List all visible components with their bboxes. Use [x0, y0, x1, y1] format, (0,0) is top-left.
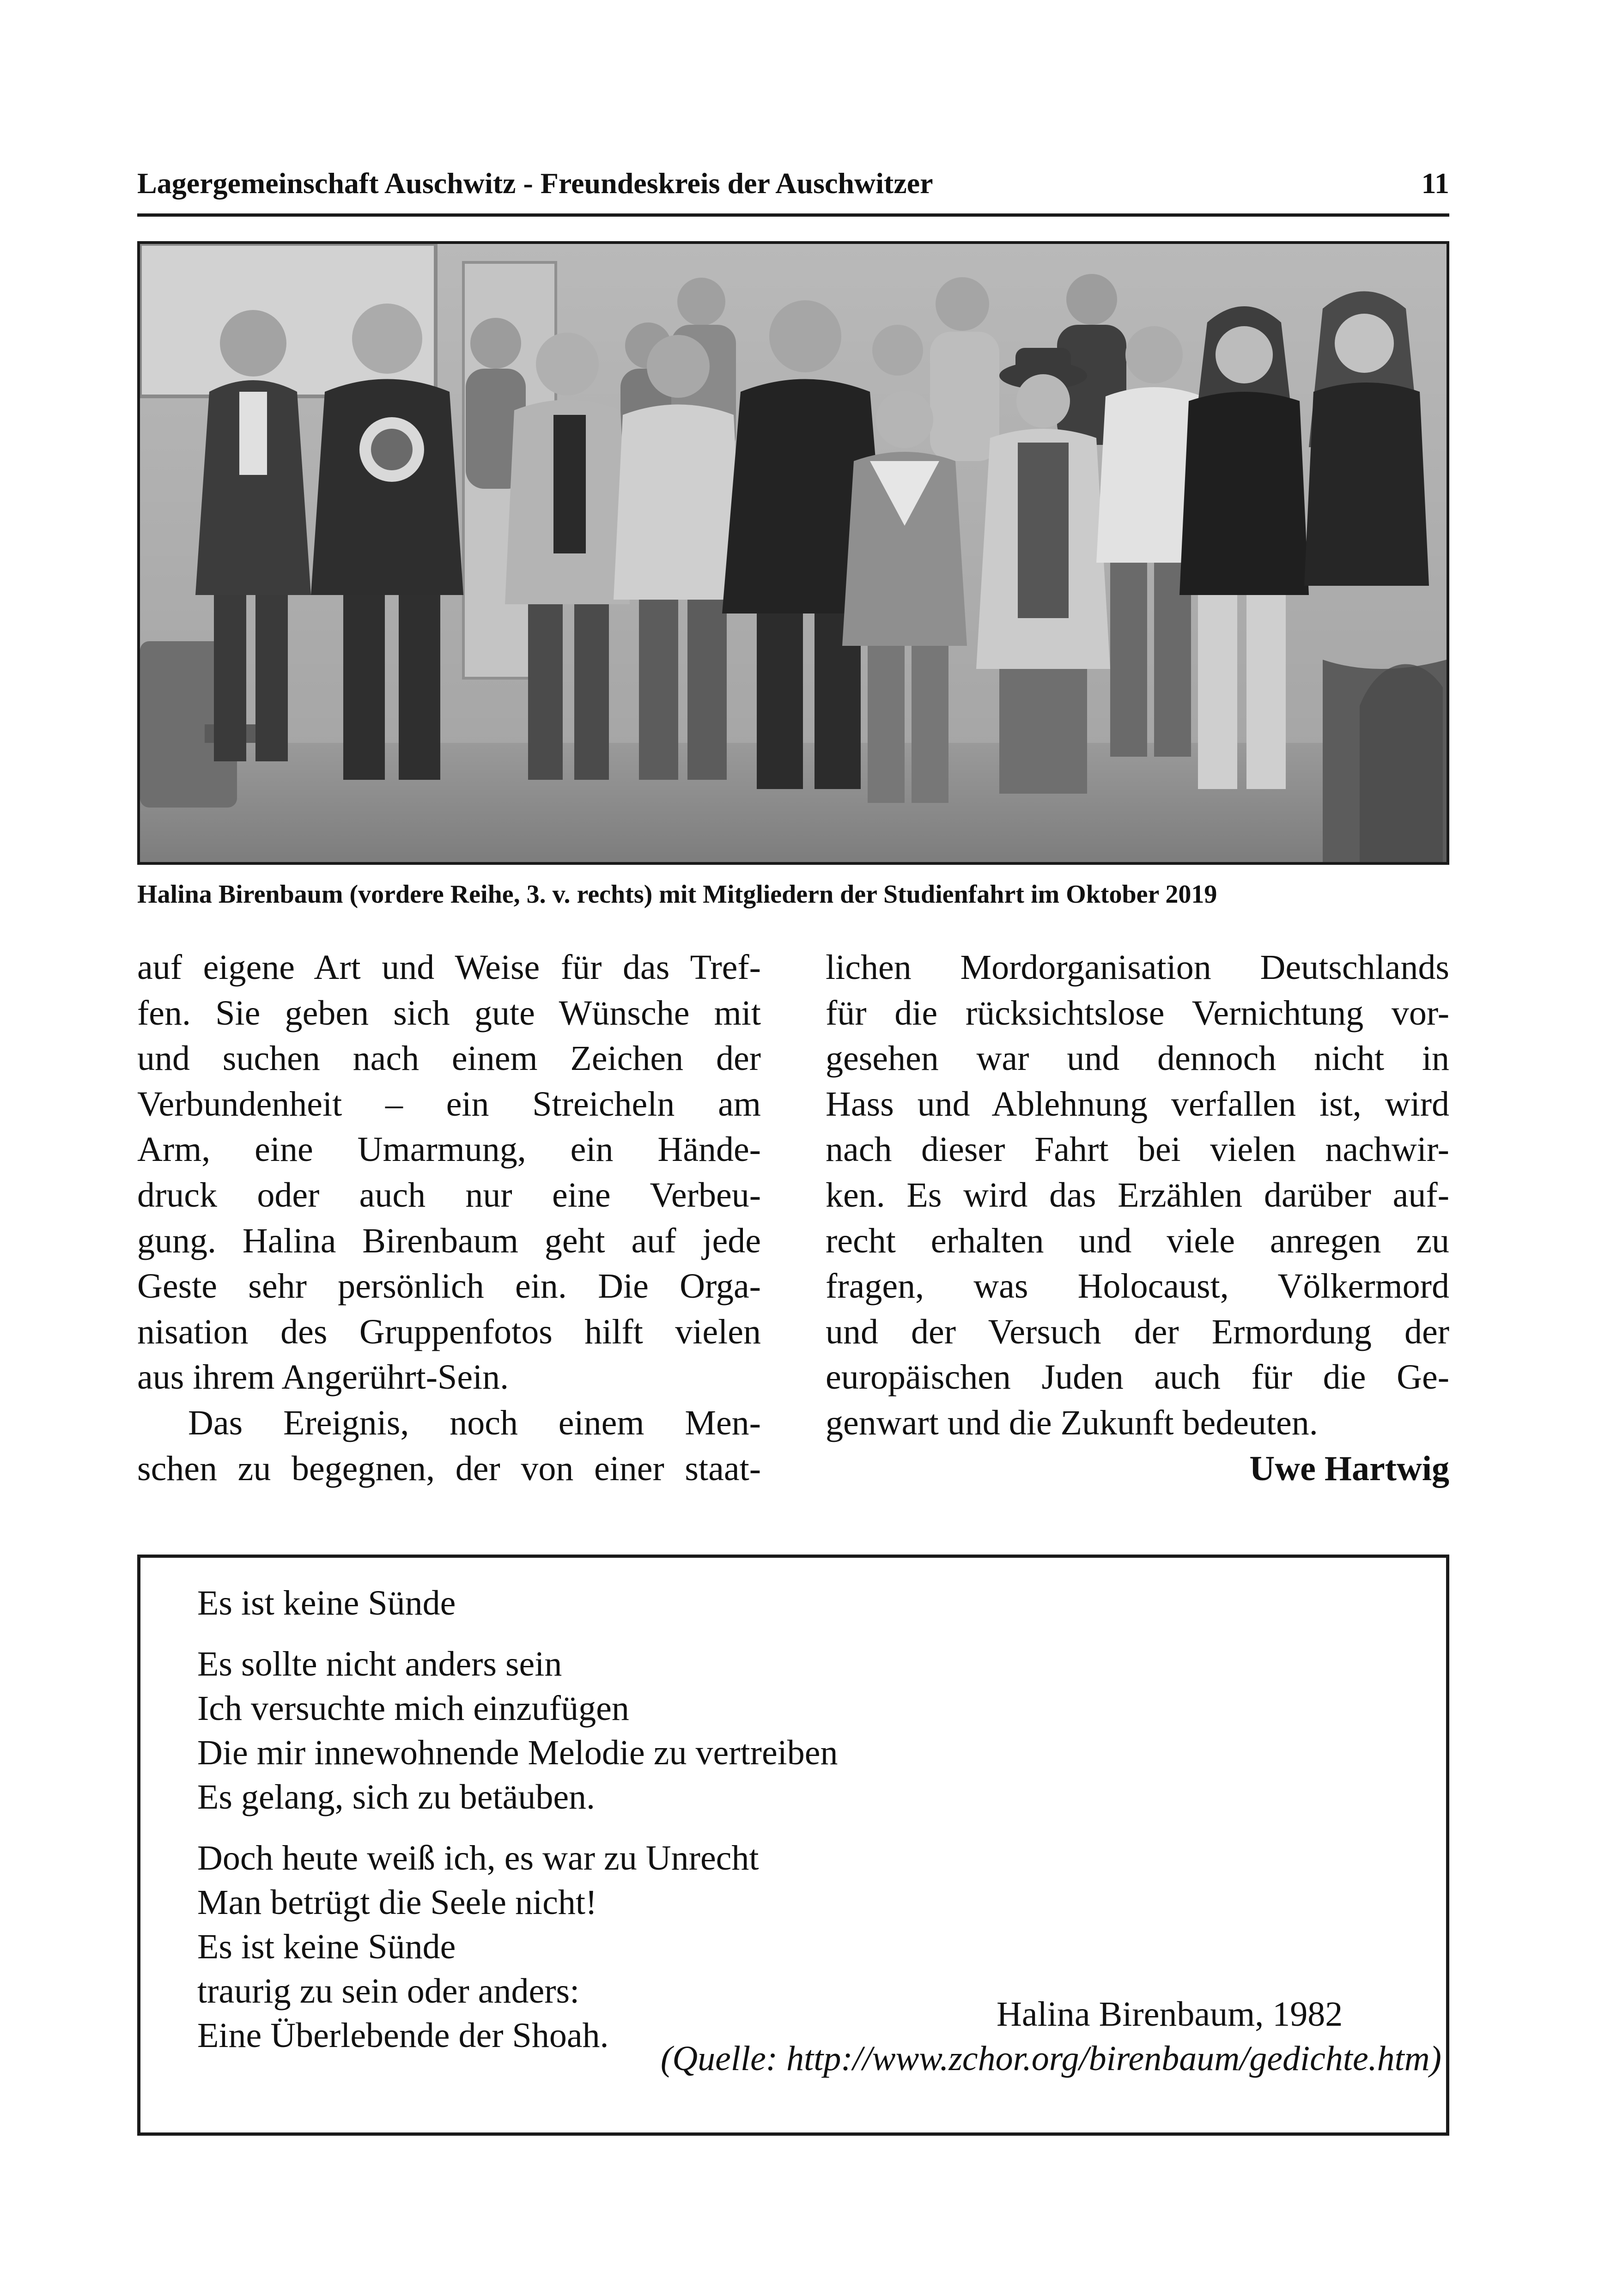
article-line: fen. Sie geben sich gute Wünsche mit [137, 993, 761, 1033]
article-line: nach dieser Fahrt bei vielen nachwir- [826, 1130, 1449, 1169]
article-line: Das Ereignis, noch einem Men- [188, 1403, 761, 1442]
poem-source: (Quelle: http://www.zchor.org/birenbaum/gedichte.htm) [660, 2039, 1441, 2078]
poem-box [137, 1555, 1449, 2136]
article-line: Hass und Ablehnung verfallen ist, wird [826, 1084, 1449, 1124]
poem-line: Die mir innewohnende Melodie zu vertreiben [197, 1733, 838, 1772]
article-line: gung. Halina Birenbaum geht auf jede [137, 1221, 761, 1260]
poem-author: Halina Birenbaum, 1982 [997, 1995, 1343, 2034]
article-line: und suchen nach einem Zeichen der [137, 1039, 761, 1078]
article-line: europäischen Juden auch für die Ge- [826, 1358, 1449, 1397]
article-line: und der Versuch der Ermordung der [826, 1312, 1449, 1351]
article-line: recht erhalten und viele anregen zu [826, 1221, 1449, 1260]
photo-caption: Halina Birenbaum (vordere Reihe, 3. v. rechts) mit Mitgliedern der Studienfahrt im Oktober 2019 [137, 880, 1217, 909]
article-line: schen zu begegnen, der von einer staat- [137, 1449, 761, 1488]
group-photo-image [140, 244, 1447, 862]
article-line: lichen Mordorganisation Deutschlands [826, 948, 1449, 987]
poem-line: Es gelang, sich zu betäuben. [197, 1778, 596, 1816]
poem-line: Man betrügt die Seele nicht! [197, 1883, 597, 1922]
page-number: 11 [1421, 167, 1449, 200]
article-column-right [826, 945, 1449, 1446]
article-line: druck oder auch nur eine Verbeu- [137, 1175, 761, 1215]
article-column-left [137, 945, 761, 1491]
article-line: ken. Es wird das Erzählen darüber auf- [826, 1175, 1449, 1215]
article-line: fragen, was Holocaust, Völkermord [826, 1267, 1449, 1306]
article-line: auf eigene Art und Weise für das Tref- [137, 948, 761, 987]
poem-line: Es ist keine Sünde [197, 1584, 456, 1622]
article-line: Verbundenheit – ein Streicheln am [137, 1084, 761, 1124]
article-author: Uwe Hartwig [1249, 1449, 1449, 1488]
poem-line: Ich versuchte mich einzufügen [197, 1689, 629, 1728]
poem-line: Es ist keine Sünde [197, 1927, 456, 1966]
article-line: für die rücksichtslose Vernichtung vor- [826, 993, 1449, 1033]
article-line: genwart und die Zukunft bedeuten. [826, 1403, 1318, 1442]
poem-line: Doch heute weiß ich, es war zu Unrecht [197, 1839, 759, 1877]
publication-title: Lagergemeinschaft Auschwitz - Freundeskreis der Auschwitzer [137, 167, 933, 200]
article-line: Geste sehr persönlich ein. Die Orga- [137, 1267, 761, 1306]
poem-line: Eine Überlebende der Shoah. [197, 2016, 609, 2055]
article-line: aus ihrem Angerührt-Sein. [137, 1358, 509, 1397]
poem-line: Es sollte nicht anders sein [197, 1645, 562, 1683]
running-header [137, 163, 1449, 217]
poem-stanza [197, 1642, 1398, 1819]
article-line: gesehen war und dennoch nicht in [826, 1039, 1449, 1078]
group-photo [137, 241, 1449, 865]
article-line: nisation des Gruppenfotos hilft vielen [137, 1312, 761, 1351]
poem-line: traurig zu sein oder anders: [197, 1972, 580, 2011]
article-line: Arm, eine Umarmung, ein Hände- [137, 1130, 761, 1169]
poem-stanza [197, 1581, 1398, 1625]
